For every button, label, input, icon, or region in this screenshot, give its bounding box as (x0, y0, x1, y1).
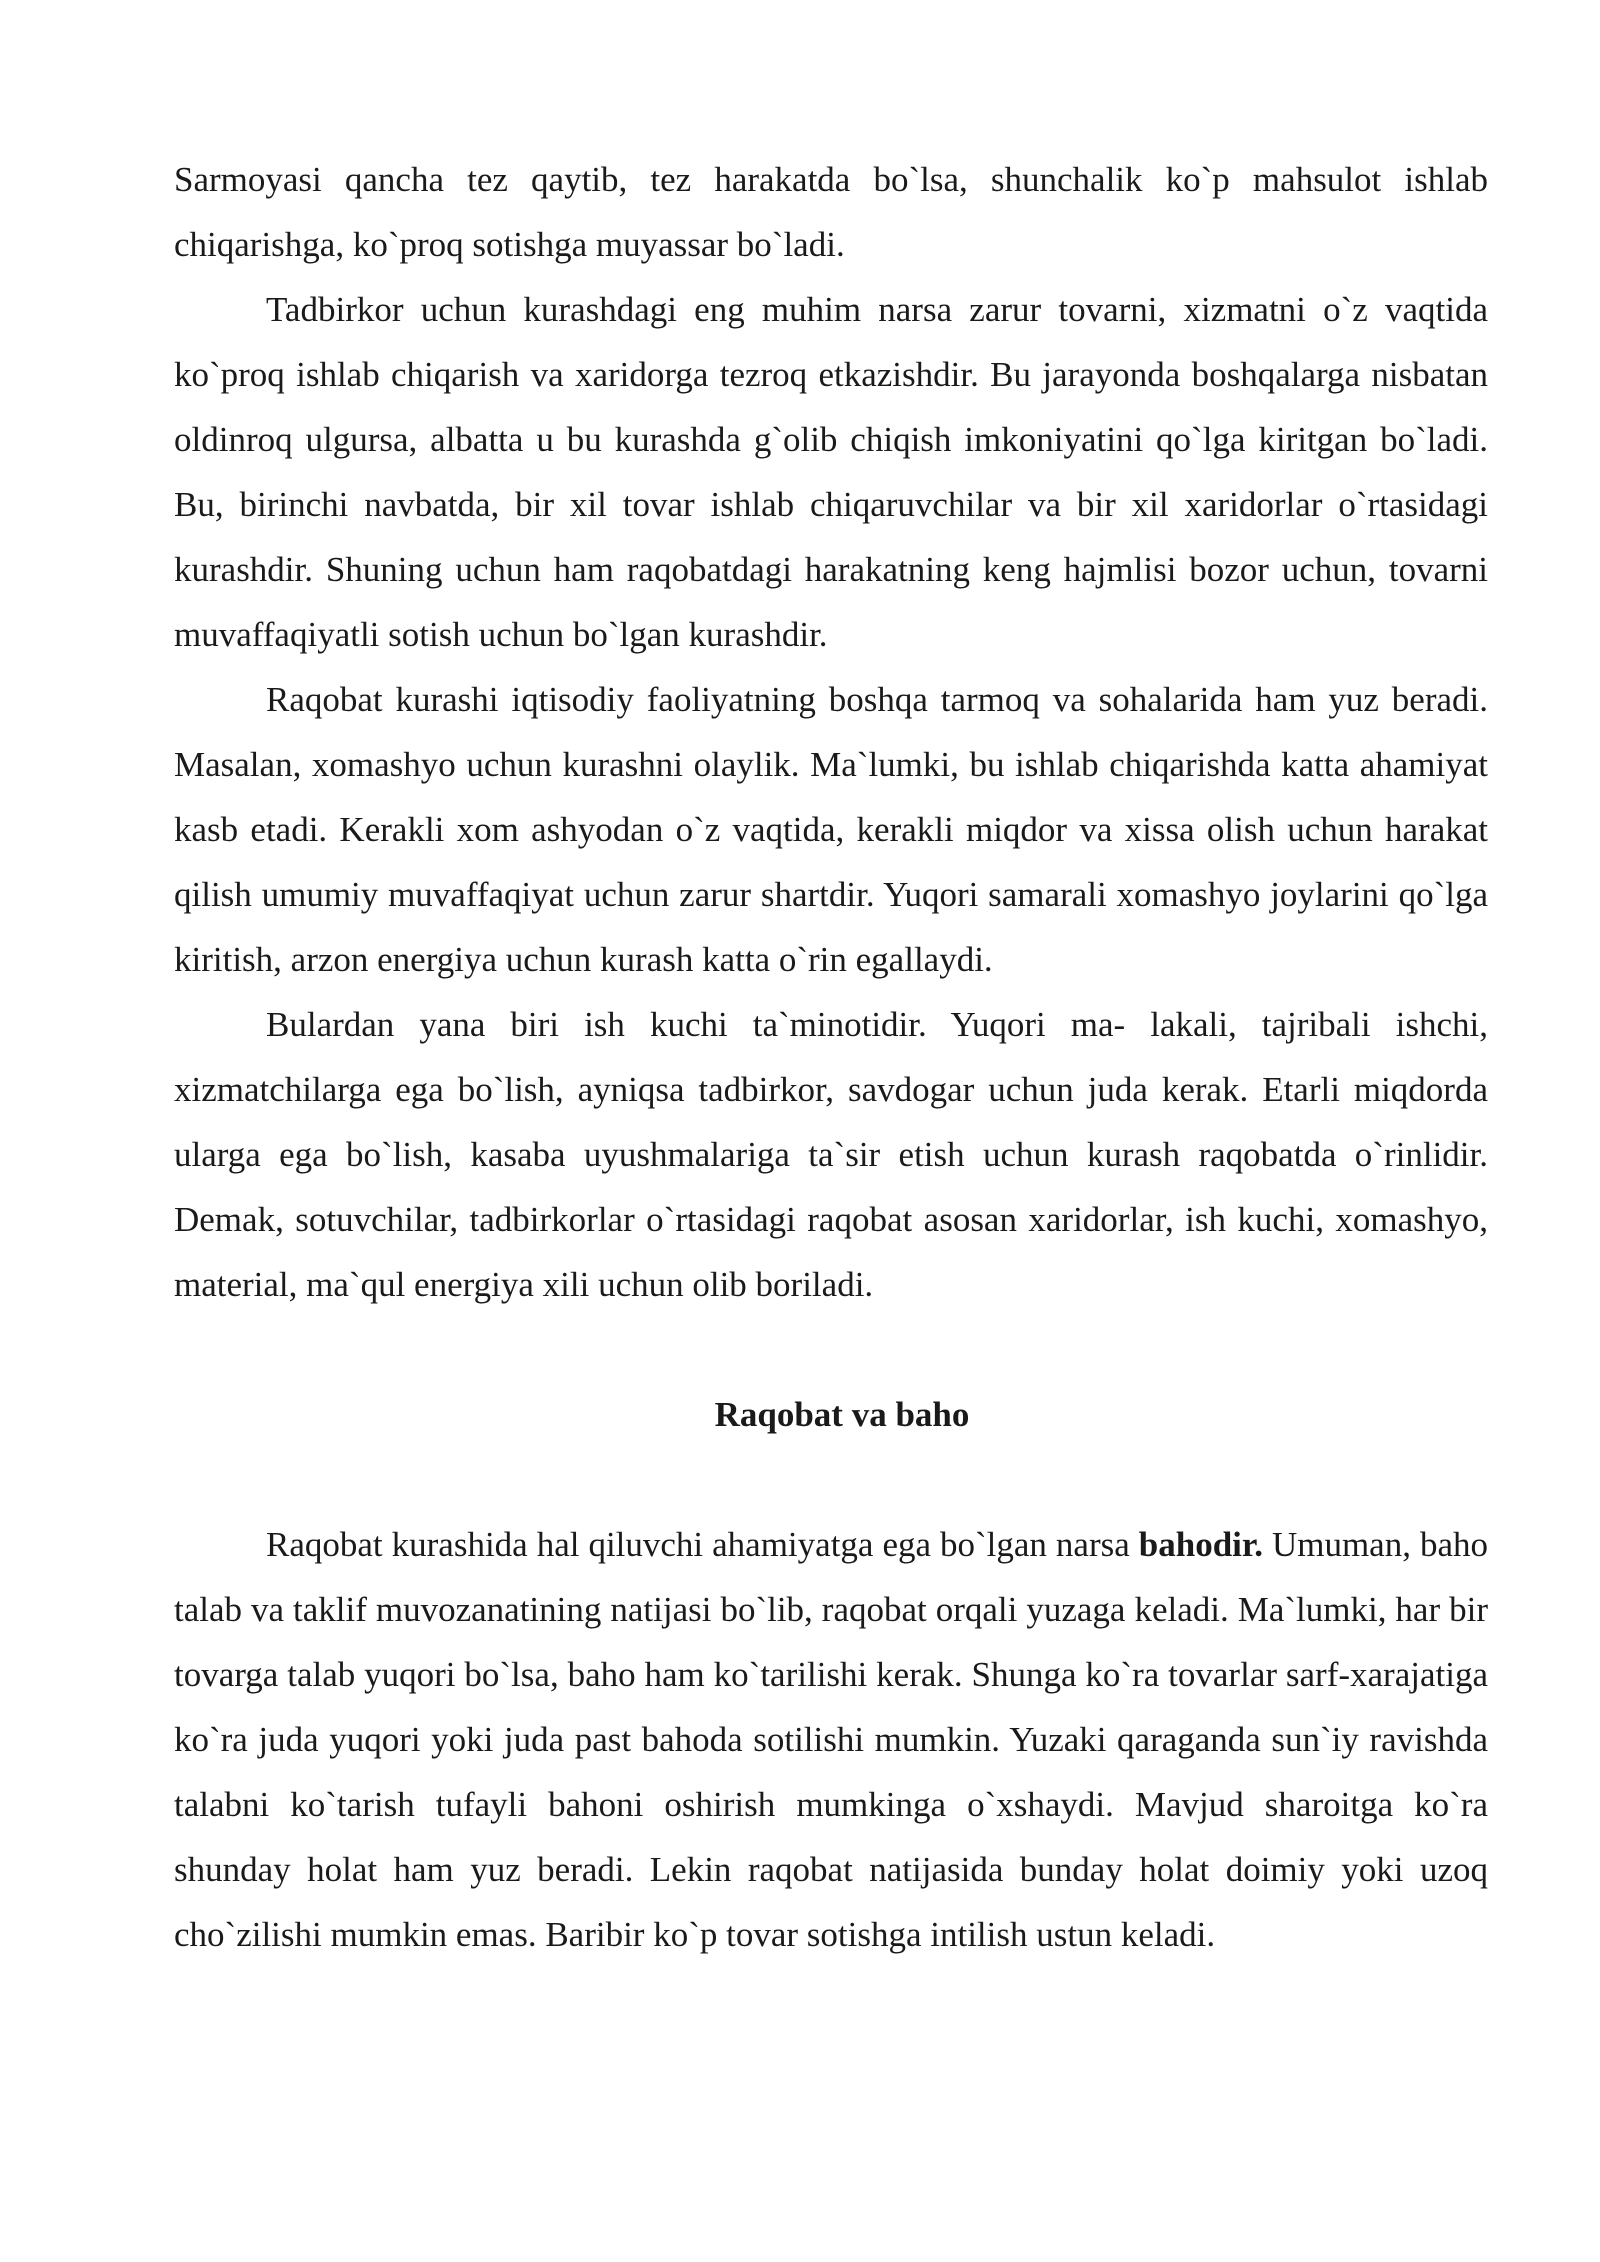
document-page (174, 147, 1488, 1967)
paragraph-5-rest: Umuman, baho talab va taklif muvozanatining natijasi bo`lib, raqobat orqali yuzaga keladi. Ma`lumki, har bir tovarga talab yuqori bo`lsa, baho ham ko`tarilishi kerak. Shunga ko`ra tovarlar sarf-xarajatiga ko`ra juda yuqori yoki juda past bahoda sotilishi mumkin. Yuzaki qaraganda sun`iy ravishda talabni ko`tarish tufayli bahoni oshirish mumkinga o`xshaydi. Mavjud sharoitga ko`ra shunday holat ham yuz beradi. Lekin raqobat natijasida bunday holat doimiy yoki uzoq cho`zilishi mumkin emas. Baribir ko`p tovar sotishga intilish ustun keladi. (174, 1525, 1488, 1954)
paragraph-1: Sarmoyasi qancha tez qaytib, tez harakatda bo`lsa, shunchalik ko`p mahsulot ishlab chiqarishga, ko`proq sotishga muyassar bo`ladi. (174, 160, 1488, 264)
paragraph-5-start: Raqobat kurashida hal qiluvchi ahamiyatga ega bo`lgan narsa (266, 1525, 1139, 1564)
paragraph-2: Tadbirkor uchun kurashdagi eng muhim narsa zarur tovarni, xizmatni o`z vaqtida ko`proq ishlab chiqarish va xaridorga tezroq etkazishdir. Bu jarayonda boshqalarga nisbatan oldinroq ulgursa, albatta u bu kurashda g`olib chiqish imkoniyatini qo`lga kiritgan bo`ladi. Bu, birinchi navbatda, bir xil tovar ishlab chiqaruvchilar va bir xil xaridorlar o`rtasidagi kurashdir. Shuning uchun ham raqobatdagi harakatning keng hajmlisi bozor uchun, tovarni muvaffaqiyatli sotish uchun bo`lgan kurashdir. (174, 290, 1488, 654)
paragraph-5-bold-term: bahodir. (1138, 1525, 1263, 1564)
section-heading: Raqobat va baho (714, 1395, 970, 1434)
paragraph-4: Bulardan yana biri ish kuchi ta`minotidir. Yuqori ma- lakali, tajribali ishchi, xizmatchilarga ega bo`lish, ayniqsa tadbirkor, savdogar uchun juda kerak. Etarli miqdorda ularga ega bo`lish, kasaba uyushmalariga ta`sir etish uchun kurash raqobatda o`rinlidir. Demak, sotuvchilar, tadbirkorlar o`rtasidagi raqobat asosan xaridorlar, ish kuchi, xomashyo, material, ma`qul energiya xili uchun olib boriladi. (174, 1005, 1488, 1304)
paragraph-3: Raqobat kurashi iqtisodiy faoliyatning boshqa tarmoq va sohalarida ham yuz beradi. Masalan, xomashyo uchun kurashni olaylik. Ma`lumki, bu ishlab chiqarishda katta ahamiyat kasb etadi. Kerakli xom ashyodan o`z vaqtida, kerakli miqdor va xissa olish uchun harakat qilish umumiy muvaffaqiyat uchun zarur shartdir. Yuqori samarali xomashyo joylarini qo`lga kiritish, arzon energiya uchun kurash katta o`rin egallaydi. (174, 680, 1488, 979)
paragraph-5 (174, 1512, 1488, 1967)
